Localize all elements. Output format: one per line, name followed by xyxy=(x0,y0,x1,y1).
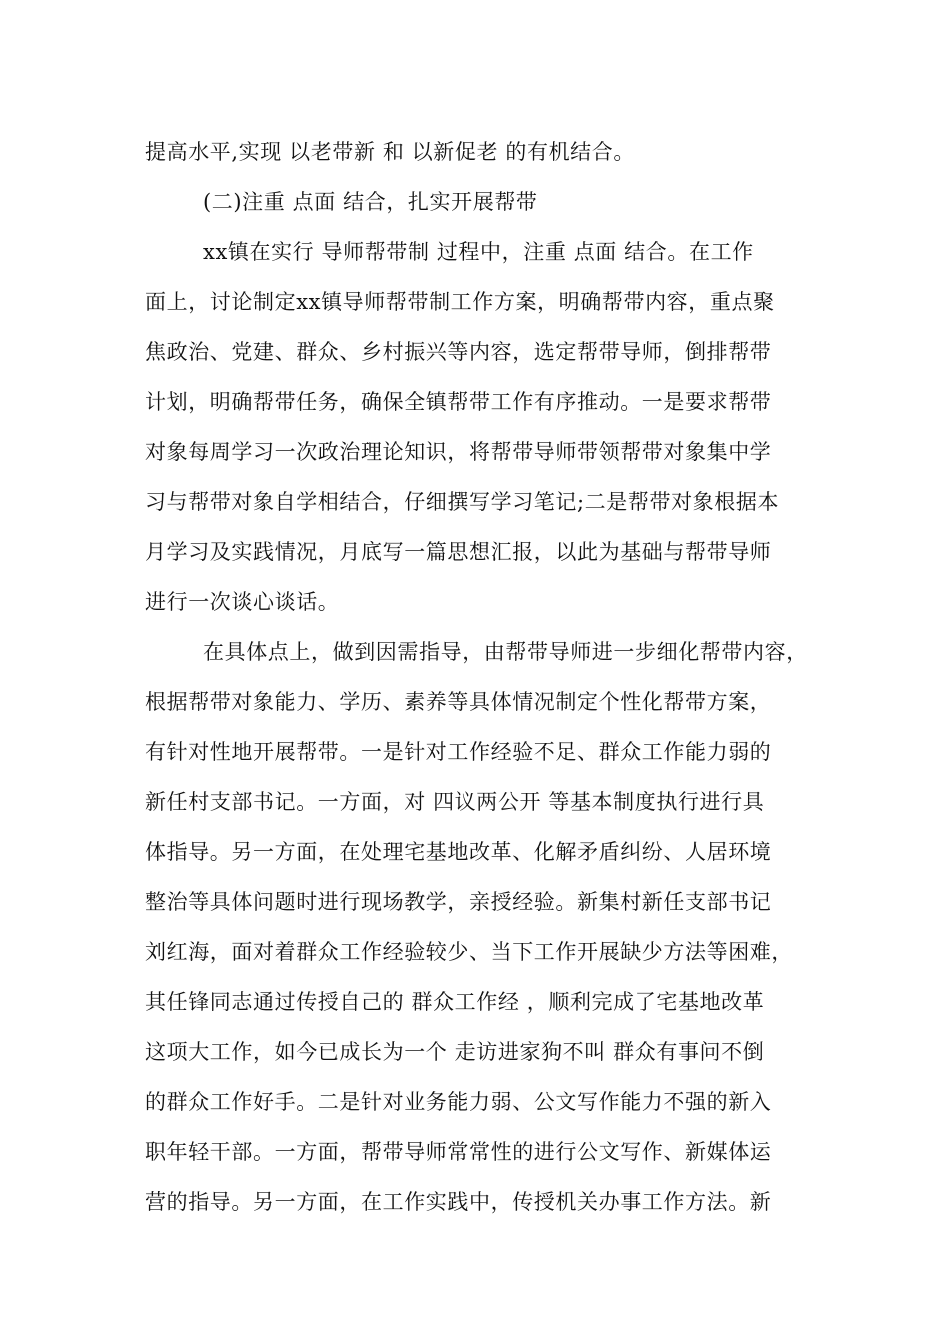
paragraph-line: 对象每周学习一次政治理论知识，将帮带导师带领帮带对象集中学 xyxy=(145,440,772,464)
paragraph-line: 面上，讨论制定xx镇导师帮带制工作方案，明确帮带内容，重点聚 xyxy=(145,290,775,314)
paragraph-line: 焦政治、党建、群众、乡村振兴等内容，选定帮带导师，倒排帮带 xyxy=(145,340,772,364)
paragraph-line: 计划，明确帮带任务，确保全镇帮带工作有序推动。一是要求帮带 xyxy=(145,390,772,414)
paragraph-line: 习与帮带对象自学相结合，仔细撰写学习笔记;二是帮带对象根据本 xyxy=(145,490,780,514)
paragraph-line: 的群众工作好手。二是针对业务能力弱、公文写作能力不强的新入 xyxy=(145,1090,772,1114)
paragraph-line: 职年轻干部。一方面，帮带导师常常性的进行公文写作、新媒体运 xyxy=(145,1140,772,1164)
paragraph-line: xx镇在实行 导师帮带制 过程中，注重 点面 结合。在工作 xyxy=(203,240,754,264)
paragraph-line: 有针对性地开展帮带。一是针对工作经验不足、群众工作能力弱的 xyxy=(145,740,772,764)
paragraph-line: 整治等具体问题时进行现场教学，亲授经验。新集村新任支部书记 xyxy=(145,890,772,914)
section-heading: (二)注重 点面 结合，扎实开展帮带 xyxy=(203,190,538,214)
paragraph-line: 这项大工作，如今已成长为一个 走访进家狗不叫 群众有事问不倒 xyxy=(145,1040,765,1064)
paragraph-line: 进行一次谈心谈话。 xyxy=(145,590,340,614)
paragraph-line: 月学习及实践情况，月底写一篇思想汇报，以此为基础与帮带导师 xyxy=(145,540,772,564)
paragraph-line: 体指导。另一方面，在处理宅基地改革、化解矛盾纠纷、人居环境 xyxy=(145,840,772,864)
paragraph-line: 提高水平,实现 以老带新 和 以新促老 的有机结合。 xyxy=(145,140,635,164)
paragraph-line: 营的指导。另一方面，在工作实践中，传授机关办事工作方法。新 xyxy=(145,1190,772,1214)
paragraph-line: 其任锋同志通过传授自己的 群众工作经 ，顺利完成了宅基地改革 xyxy=(145,990,765,1014)
paragraph-line: 根据帮带对象能力、学历、素养等具体情况制定个性化帮带方案， xyxy=(145,690,772,714)
paragraph-line: 在具体点上，做到因需指导，由帮带导师进一步细化帮带内容， xyxy=(203,640,808,664)
paragraph-line: 新任村支部书记。一方面，对 四议两公开 等基本制度执行进行具 xyxy=(145,790,765,814)
paragraph-line: 刘红海，面对着群众工作经验较少、当下工作开展缺少方法等困难， xyxy=(145,940,793,964)
